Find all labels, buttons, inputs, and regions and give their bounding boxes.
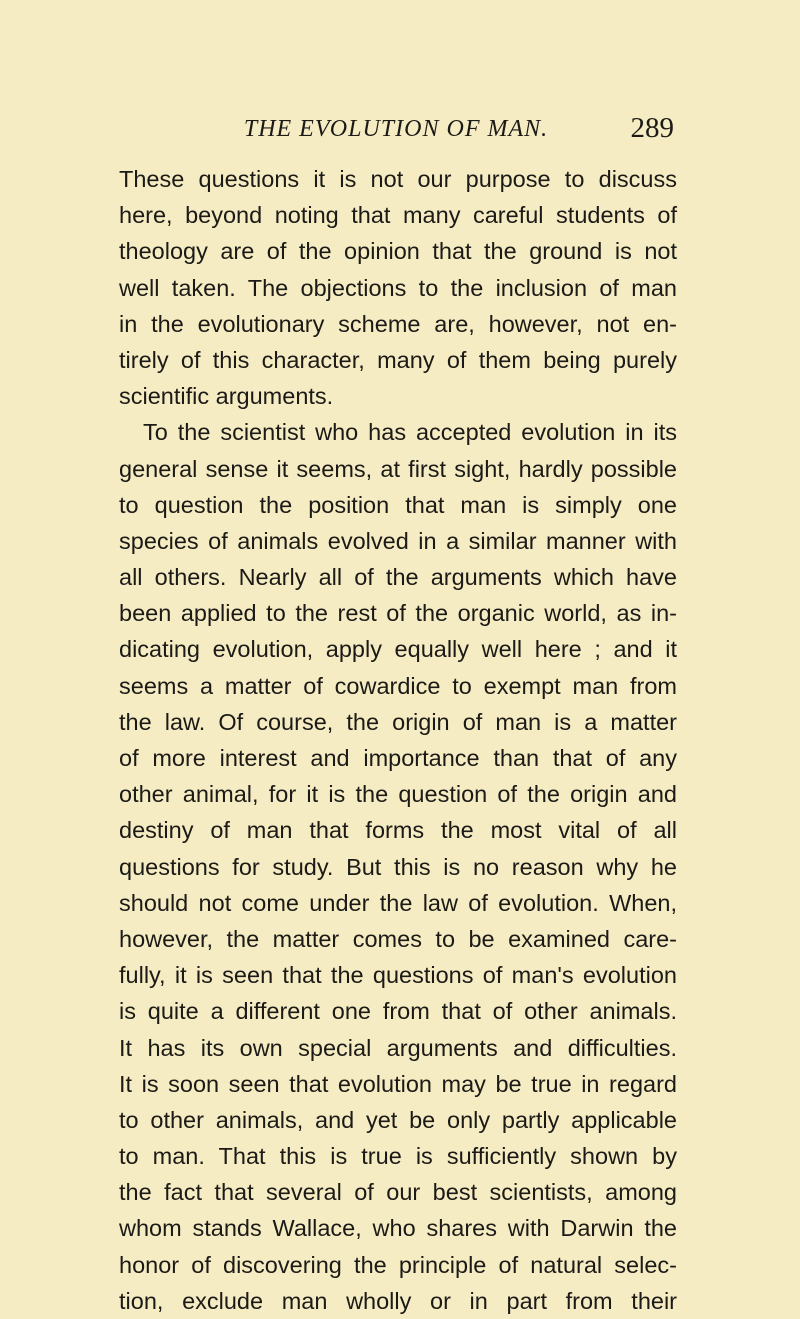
text-line: the law. Of course, the origin of man is a matter [119,708,677,735]
text-line: general sense it seems, at first sight, hardly possible [119,455,677,482]
text-line: species of animals evolved in a similar manner with [119,527,677,554]
text-line: here, beyond noting that many careful students of [119,202,677,229]
text-line: dicating evolution, apply equally well here ; and it [119,636,677,663]
text-line: It has its own special arguments and difficulties. [119,1034,677,1061]
text-line: tion, exclude man wholly or in part from their [119,1287,677,1314]
text-line: These questions it is not our purpose to discuss [119,166,677,192]
text-line: tirely of this character, many of them being purely [119,346,677,373]
text-line: whom stands Wallace, who shares with Darwin the [119,1215,677,1242]
text-line: however, the matter comes to be examined care- [119,925,677,952]
text-line: in the evolutionary scheme are, however, not en- [119,310,677,337]
text-line: should not come under the law of evolution. When, [119,889,677,916]
text-line: seems a matter of cowardice to exempt man from [119,672,677,699]
text-line: questions for study. But this is no reason why he [119,853,677,880]
text-line: been applied to the rest of the organic world, as in- [119,600,677,627]
text-line: destiny of man that forms the most vital of all [119,817,677,844]
text-line: scientific arguments. [119,383,334,410]
paragraph-start-line: To the scientist who has accepted evolution in its [143,419,677,446]
page-number: 289 [630,112,674,144]
body-text [119,161,677,1319]
text-line: to question the position that man is simply one [119,491,677,518]
text-line: to man. That this is true is sufficiently shown by [119,1143,677,1170]
text-line: of more interest and importance than that of any [119,745,677,771]
text-line: honor of discovering the principle of natural selec- [119,1251,677,1278]
text-line: other animal, for it is the question of the origin and [119,781,677,808]
running-title: THE EVOLUTION OF MAN. [243,116,549,142]
text-line: theology are of the opinion that the ground is not [119,238,677,265]
text-line: all others. Nearly all of the arguments which have [119,564,677,591]
text-line: fully, it is seen that the questions of man's evolution [119,962,677,989]
text-line: is quite a different one from that of other animals. [119,998,677,1025]
text-line: to other animals, and yet be only partly applicable [119,1106,677,1133]
text-line: It is soon seen that evolution may be true in regard [119,1070,677,1097]
running-header [118,112,674,152]
text-line: the fact that several of our best scientists, among [119,1179,677,1206]
text-line: well taken. The objections to the inclusion of man [119,274,677,301]
